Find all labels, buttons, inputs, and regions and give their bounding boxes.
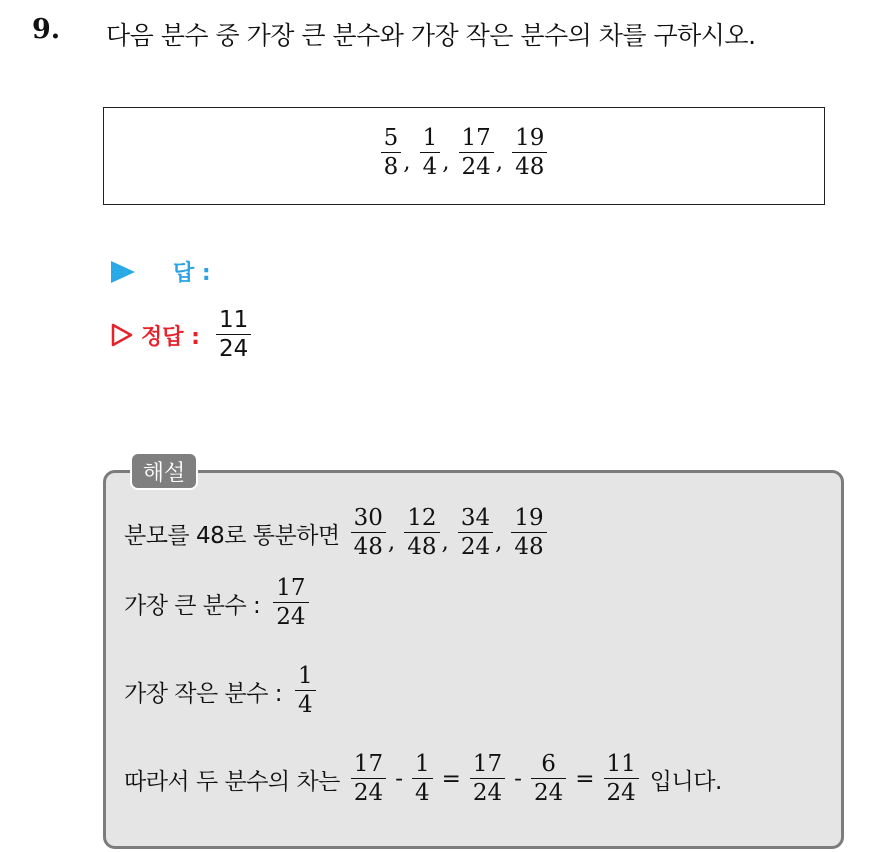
given-fraction-4: $\frac{19}{48}$ (512, 126, 547, 181)
equals-sign: = (441, 766, 461, 793)
equals-sign: = (575, 766, 595, 793)
question-number: 9. (32, 14, 61, 45)
solution-fraction: $\frac{19}{48}$ (511, 506, 546, 561)
solution-tag: 해설 (130, 452, 198, 490)
solution-line-4 (124, 752, 722, 807)
given-fractions-row (104, 126, 824, 181)
solution-line-3 (124, 664, 319, 719)
largest-fraction: $\frac{17}{24}$ (273, 576, 308, 631)
comma: , (495, 148, 504, 175)
answer-row (111, 256, 211, 287)
correct-answer-label: 정답 : (141, 324, 200, 350)
comma: , (387, 528, 396, 555)
comma: , (495, 528, 503, 555)
solution-line-4-text: 따라서 두 분수의 차는 (124, 768, 340, 795)
minus-sign: - (395, 766, 403, 793)
solution-fraction: $\frac{34}{24}$ (458, 506, 493, 561)
solution-line-1-text: 분모를 48로 통분하면 (124, 522, 340, 549)
answer-label: 답 : (173, 261, 211, 286)
solution-fraction: $\frac{17}{24}$ (351, 752, 386, 807)
solution-line-1 (124, 506, 550, 561)
minus-sign: - (514, 766, 522, 793)
play-triangle-icon (111, 261, 135, 283)
given-fractions-box (103, 107, 825, 205)
given-fraction-1: $\frac{5}{8}$ (381, 126, 402, 181)
correct-answer-fraction: $\frac{11}{24}$ (216, 308, 251, 363)
solution-line-2 (124, 576, 312, 631)
solution-fraction: $\frac{6}{24}$ (531, 752, 566, 807)
smallest-fraction: $\frac{1}{4}$ (295, 664, 316, 719)
solution-fraction: $\frac{30}{48}$ (351, 506, 386, 561)
result-fraction: $\frac{11}{24}$ (604, 752, 639, 807)
correct-answer-row (111, 308, 254, 363)
comma: , (441, 528, 449, 555)
solution-fraction: $\frac{17}{24}$ (470, 752, 505, 807)
solution-line-3-text: 가장 작은 분수 : (124, 680, 282, 707)
comma: , (442, 148, 450, 175)
comma: , (403, 148, 411, 175)
solution-fraction: $\frac{12}{48}$ (404, 506, 439, 561)
outline-triangle-icon (111, 323, 133, 347)
question-text: 다음 분수 중 가장 큰 분수와 가장 작은 분수의 차를 구하시오. (106, 21, 756, 50)
given-fraction-3: $\frac{17}{24}$ (459, 126, 494, 181)
solution-fraction: $\frac{1}{4}$ (412, 752, 433, 807)
solution-line-4-suffix: 입니다. (649, 768, 722, 795)
solution-line-2-text: 가장 큰 분수 : (124, 592, 261, 619)
given-fraction-2: $\frac{1}{4}$ (420, 126, 441, 181)
